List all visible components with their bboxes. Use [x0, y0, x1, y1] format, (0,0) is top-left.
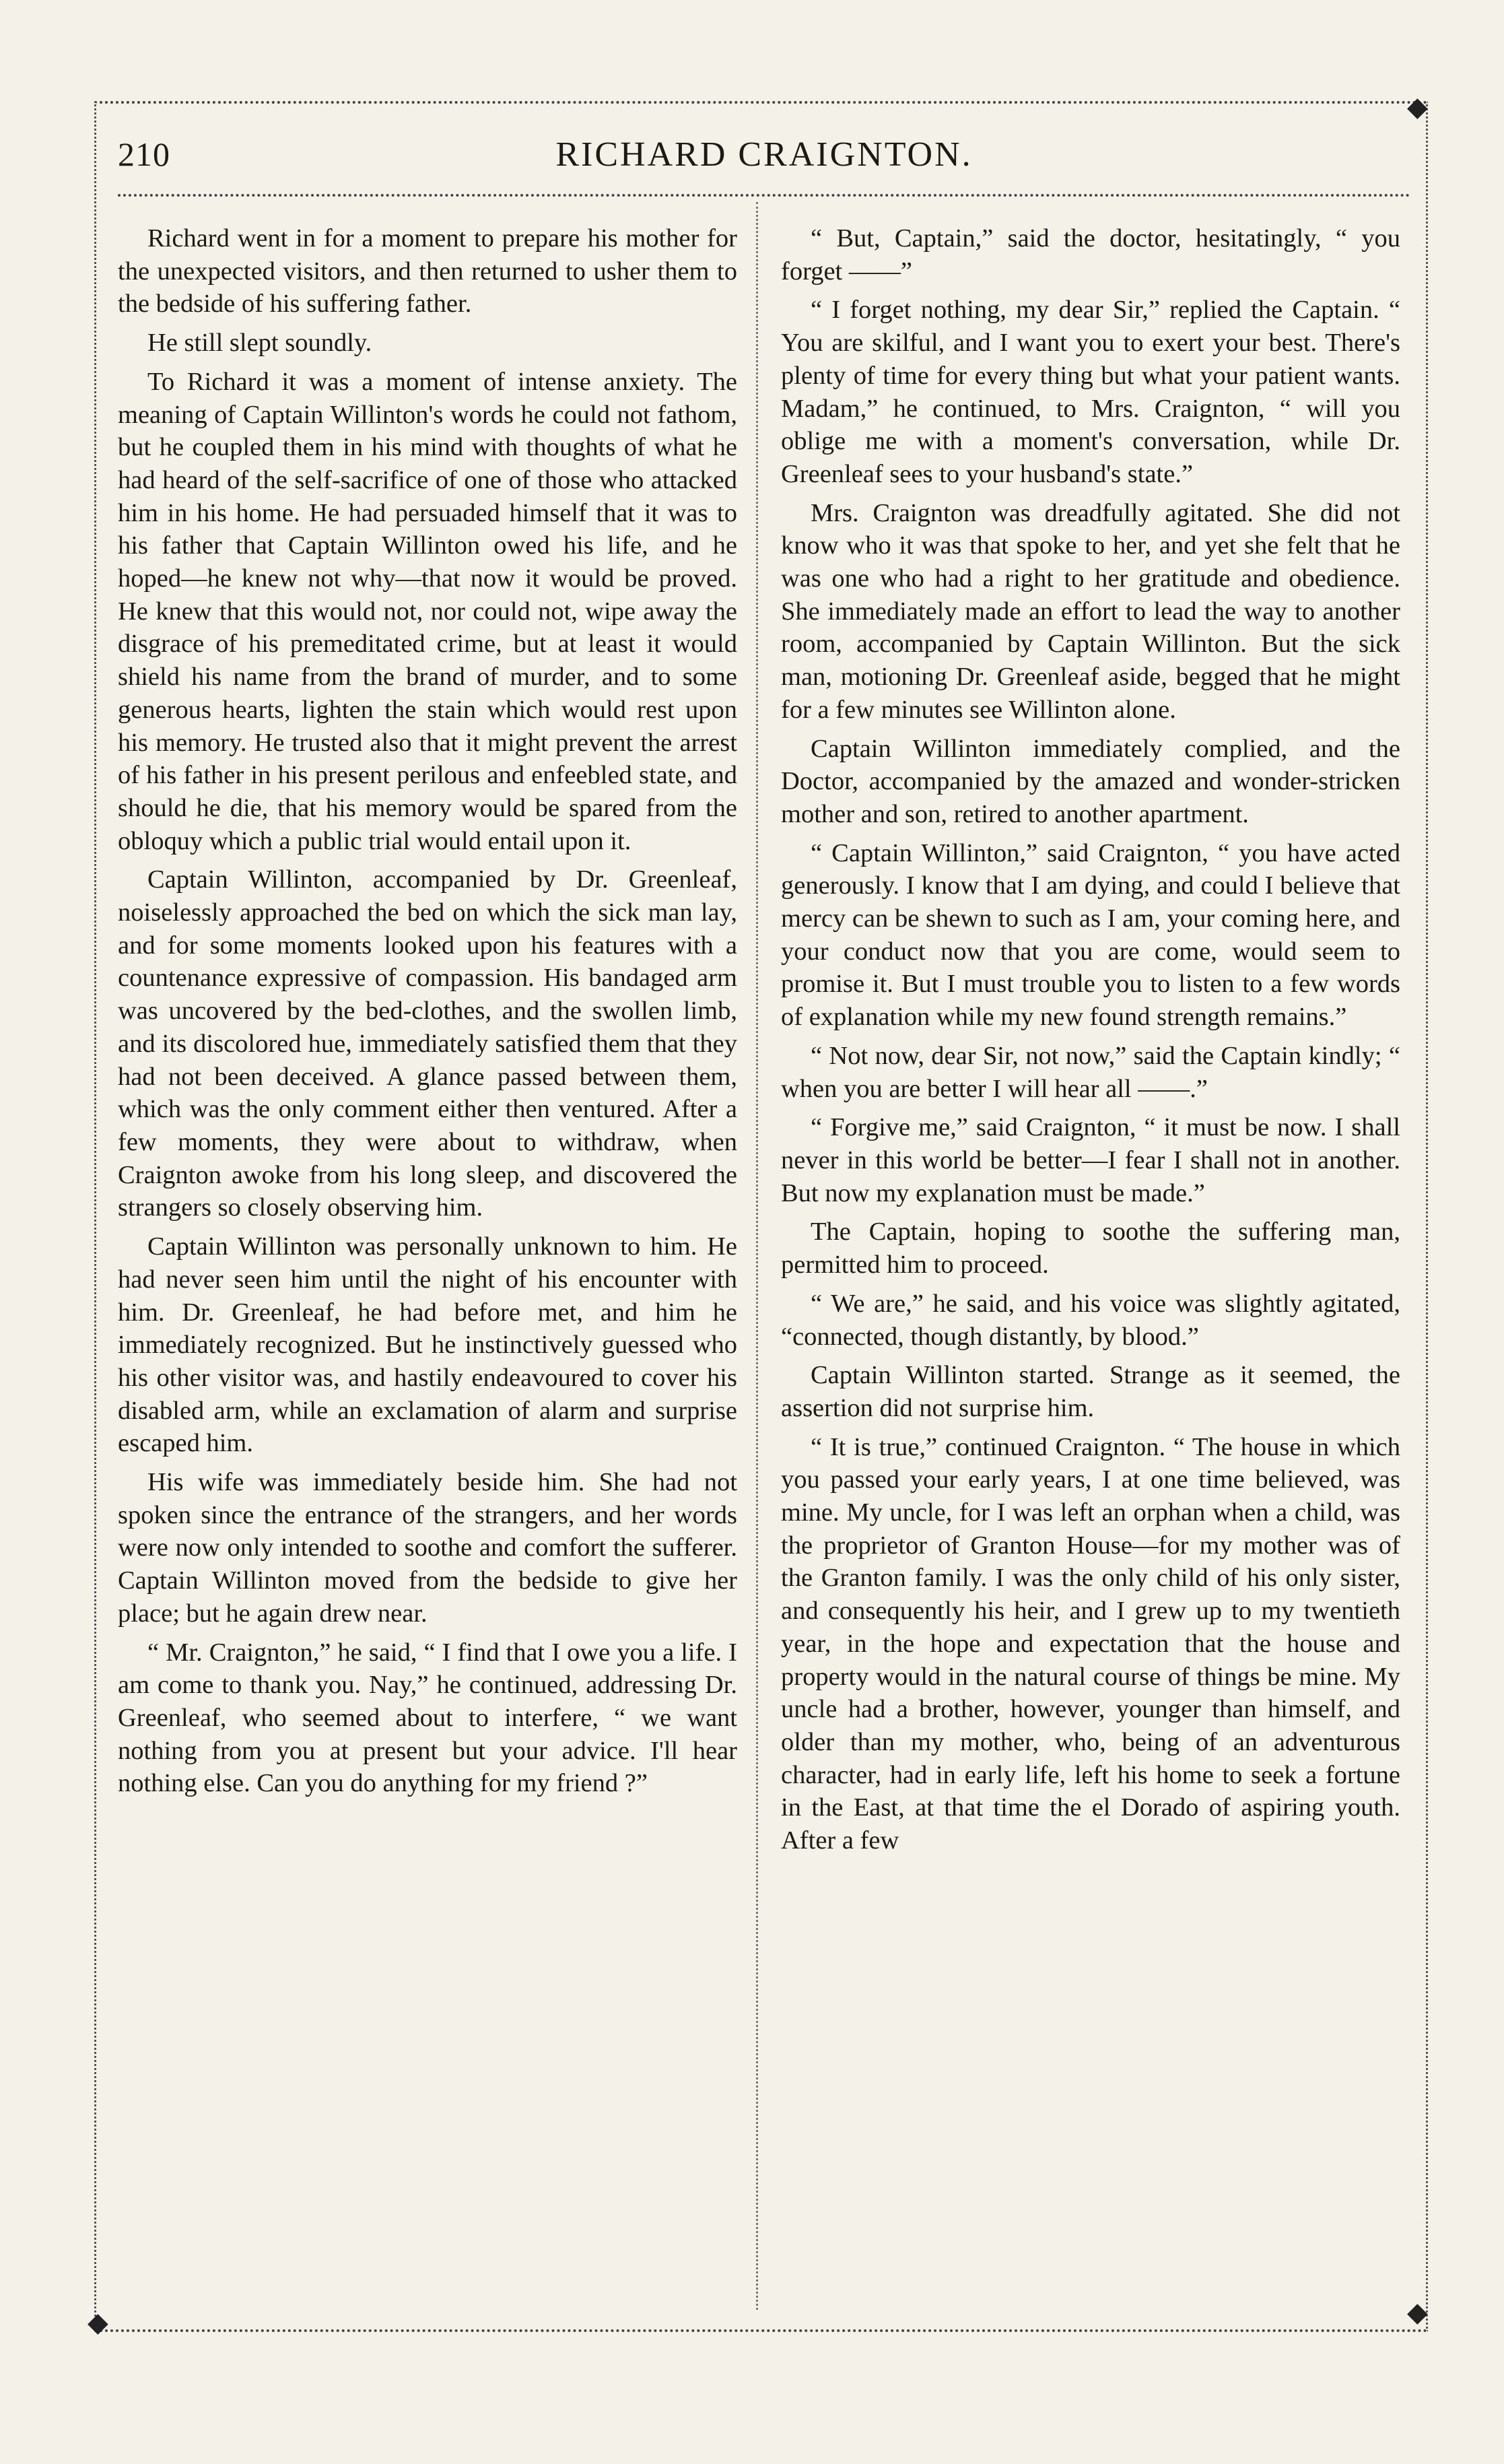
paragraph: His wife was immediately beside him. She had not spoken since the entrance of the strangers, and her words were now only intended to soothe and comfort the sufferer. Captain Willinton moved from the bedside to give her place; but he again drew near.	[118, 1468, 737, 1628]
page-number: 210	[118, 135, 170, 173]
column-divider	[756, 202, 758, 2310]
paragraph: “ But, Captain,” said the doctor, hesitatingly, “ you forget ——”	[781, 224, 1400, 286]
left-column	[118, 222, 737, 2317]
paragraph: Mrs. Craignton was dreadfully agitated. She did not know who it was that spoke to her, and yet she felt that he was one who had a right to her gratitude and obedience. She immediately made an effort to lead the way to another room, accompanied by Captain Willinton. But the sick man, motioning Dr. Greenleaf aside, begged that he might for a few minutes see Willinton alone.	[781, 498, 1400, 724]
book-title: RICHARD CRAIGNTON.	[555, 135, 973, 174]
paragraph: Captain Willinton started. Strange as it seemed, the assertion did not surprise him.	[781, 1361, 1400, 1422]
paragraph: To Richard it was a moment of intense anxiety. The meaning of Captain Willinton's words he could not fathom, but he coupled them in his mind with thoughts of what he had heard of the self-sacrifice of one of those who attacked him in his home. He had persuaded himself that it was to his father that Captain Willinton owed his life, and he hoped—he knew not why—that now it would be proved. He knew that this would not, nor could not, wipe away the disgrace of his premeditated crime, but at least it would shield his name from the brand of murder, and to some generous hearts, lighten the stain which would rest upon his memory. He trusted also that it might prevent the arrest of his father in his present perilous and enfeebled state, and should he die, that his memory would be spared from the obloquy which a public trial would entail upon it.	[118, 367, 737, 855]
paragraph: “ Not now, dear Sir, not now,” said the Captain kindly; “ when you are better I will hear all ——.”	[781, 1041, 1400, 1103]
corner-ornament-icon: ◆	[88, 2307, 108, 2337]
paragraph: Captain Willinton, accompanied by Dr. Greenleaf, noiselessly approached the bed on which the sick man lay, and for some moments looked upon his features with a countenance expressive of compassion. His bandaged arm was uncovered by the bed-clothes, and the swollen limb, and its discolored hue, immediately satisfied them that they had not been deceived. A glance passed between them, which was the only comment either then ventured. After a few moments, they were about to withdraw, when Craignton awoke from his long sleep, and discovered the strangers so closely observing him.	[118, 865, 737, 1222]
corner-ornament-icon: ◆	[1407, 92, 1428, 122]
paragraph: “ Mr. Craignton,” he said, “ I find that I owe you a life. I am come to thank you. Nay,” he continued, addressing Dr. Greenleaf, who seemed about to interfere, “ we want nothing from you at present but your advice. I'll hear nothing else. Can you do anything for my friend ?”	[118, 1638, 737, 1798]
paragraph: “ I forget nothing, my dear Sir,” replied the Captain. “ You are skilful, and I want you to exert your best. There's plenty of time for every thing but what your patient wants. Madam,” he continued, to Mrs. Craignton, “ will you oblige me with a moment's conversation, while Dr. Greenleaf sees to your husband's state.”	[781, 296, 1400, 488]
paragraph: Captain Willinton was personally unknown to him. He had never seen him until the night of his encounter with him. Dr. Greenleaf, he had before met, and him he immediately recognized. But he instinctively guessed who his other visitor was, and hastily endeavoured to cover his disabled arm, while an exclamation of alarm and surprise escaped him.	[118, 1232, 737, 1458]
corner-ornament-icon: ◆	[1407, 2297, 1428, 2327]
paragraph: Captain Willinton immediately complied, and the Doctor, accompanied by the amazed and wonder-stricken mother and son, retired to another apartment.	[781, 734, 1400, 828]
right-column	[781, 222, 1400, 2317]
paragraph: “ Captain Willinton,” said Craignton, “ you have acted generously. I know that I am dying, and could I believe that mercy can be shewn to such as I am, your coming here, and your conduct now that you are come, would seem to promise it. But I must trouble you to listen to a few words of explanation while my new found strength remains.”	[781, 838, 1400, 1032]
paragraph: “ It is true,” continued Craignton. “ The house in which you passed your early years, I at one time believed, was mine. My uncle, for I was left an orphan when a child, was the proprietor of Granton House—for my mother was of the Granton family. I was the only child of his only sister, and consequently his heir, and I grew up to my twentieth year, in the hope and expectation that the house and property would in the natural course of things be mine. My uncle had a brother, however, younger than himself, and older than my mother, who, being of an adventurous character, had in early life, left his home to seek a fortune in the East, at that time the el Dorado of aspiring youth. After a few	[781, 1432, 1400, 1855]
header-rule	[118, 194, 1410, 197]
paragraph: Richard went in for a moment to prepare his mother for the unexpected visitors, and then returned to usher them to the bedside of his suffering father.	[118, 224, 737, 319]
running-head	[118, 135, 1410, 189]
paragraph: “ Forgive me,” said Craignton, “ it must be now. I shall never in this world be better—I fear I shall not in another. But now my explanation must be made.”	[781, 1113, 1400, 1207]
paragraph: The Captain, hoping to soothe the suffering man, permitted him to proceed.	[781, 1218, 1400, 1279]
paragraph: “ We are,” he said, and his voice was slightly agitated, “connected, though distantly, by blood.”	[781, 1289, 1400, 1351]
paragraph: He still slept soundly.	[147, 329, 372, 358]
